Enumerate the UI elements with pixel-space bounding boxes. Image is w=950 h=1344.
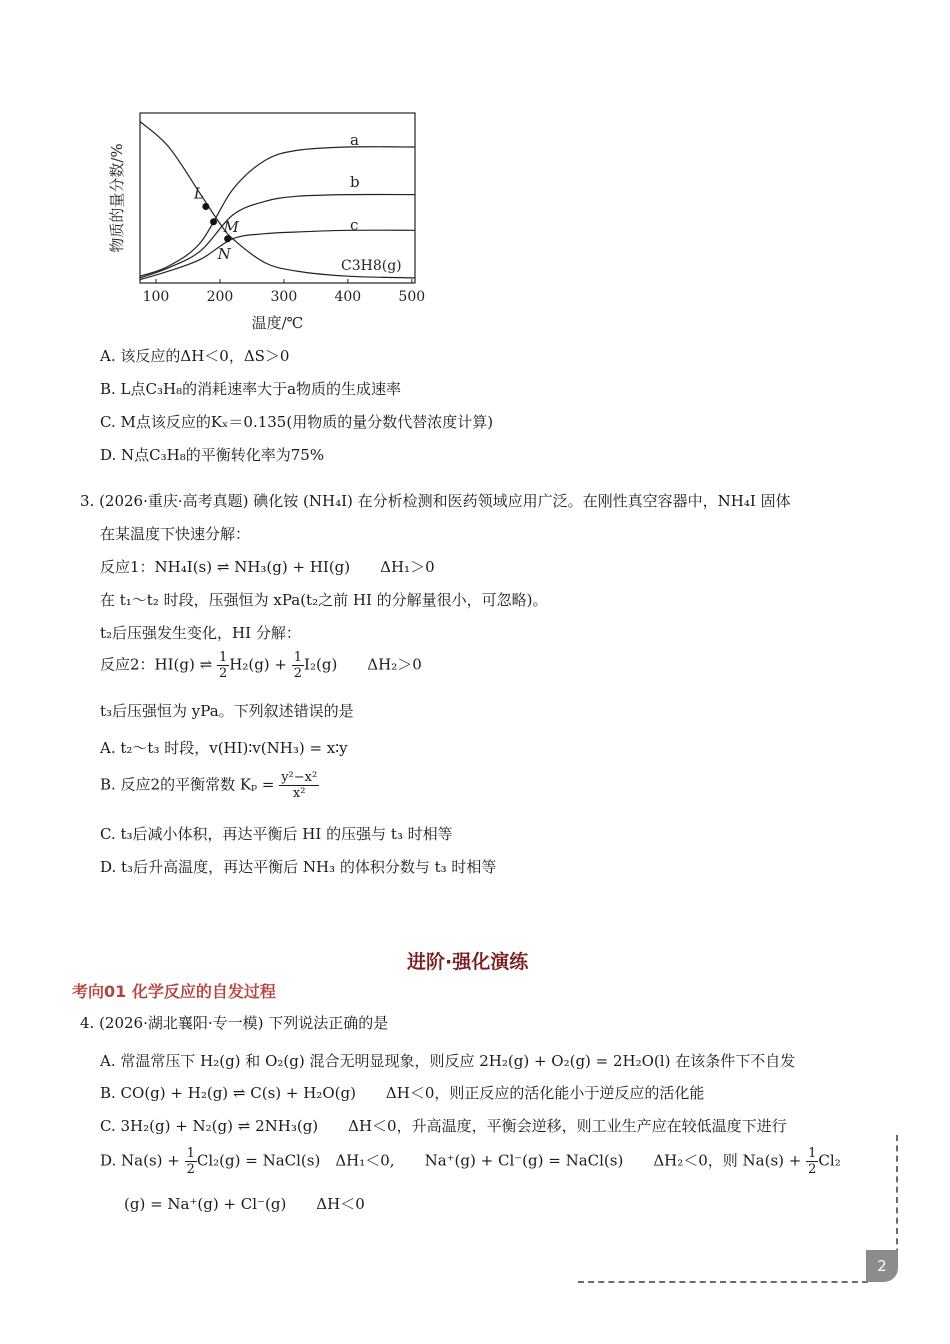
fraction-half-1: $\frac{1}{2}$ <box>218 650 228 681</box>
fraction-kp: $\frac{\text{y²−x²}}{\text{x²}}$ <box>281 770 318 801</box>
point-M <box>210 218 217 225</box>
q2-option-c: C. M点该反应的Kₓ＝0.135(用物质的量分数代替浓度计算) <box>100 413 494 431</box>
x-tick-label: 300 <box>270 289 298 305</box>
point-label-L: L <box>193 184 204 203</box>
fraction-half-4: $\frac{1}{2}$ <box>808 1146 817 1177</box>
subsection-title: 考向01 化学反应的自发过程 <box>72 982 276 1001</box>
y-axis-label: 物质的量分数/% <box>108 143 126 253</box>
q3-option-b: B. 反应2的平衡常数 Kₚ = $\frac{\text{y²−x²}}{\text{x²}}$ <box>100 770 318 801</box>
page-border-vertical <box>896 1135 898 1265</box>
series-line-4 <box>140 122 415 278</box>
fraction-half-2: $\frac{1}{2}$ <box>293 650 303 681</box>
curve-label-c3h8: C3H8(g) <box>341 258 402 274</box>
q4-option-b: B. CO(g) + H₂(g) ⇌ C(s) + H₂O(g) ΔH＜0，则正反应的活化能小于逆反应的活化能 <box>100 1084 705 1102</box>
series-line-1 <box>140 147 415 276</box>
q3-line4: t₂后压强发生变化，HI 分解： <box>100 624 301 642</box>
mole-fraction-chart <box>95 105 435 340</box>
x-tick-label: 200 <box>206 289 234 305</box>
q3-option-c: C. t₃后减小体积，再达平衡后 HI 的压强与 t₃ 时相等 <box>100 825 453 843</box>
q4-option-c: C. 3H₂(g) + N₂(g) ⇌ 2NH₃(g) ΔH＜0，升高温度，平衡会逆移，则工业生产应在较低温度下进行 <box>100 1117 787 1135</box>
q3-reaction1: 反应1：NH₄I(s) ⇌ NH₃(g) + HI(g) ΔH₁＞0 <box>100 558 435 576</box>
q3-option-d: D. t₃后升高温度，再达平衡后 NH₃ 的体积分数与 t₃ 时相等 <box>100 858 497 876</box>
curve-label-b: b <box>350 173 360 191</box>
section-title: 进阶·强化演练 <box>407 951 529 973</box>
q3-reaction2: 反应2：HI(g) ⇌ $\frac{1}{2}$ H₂(g) + $\frac{1}{2}$ I₂(g) ΔH₂＞0 <box>100 650 422 681</box>
q3-stem-line1: 3. (2026·重庆·高考真题) 碘化铵 (NH₄I) 在分析检测和医药领域应用广泛。在刚性真空容器中，NH₄I 固体 <box>80 492 791 510</box>
point-label-M: M <box>223 217 239 236</box>
page-border-horizontal <box>578 1281 868 1283</box>
q2-option-a: A. 该反应的ΔH＜0，ΔS＞0 <box>100 347 290 365</box>
q3-option-a: A. t₂～t₃ 时段，v(HI)∶v(NH₃) = x∶y <box>100 739 348 757</box>
page-number: 2 <box>866 1250 898 1282</box>
q3-line3: 在 t₁～t₂ 时段，压强恒为 xPa(t₂之前 HI 的分解量很小，可忽略)。 <box>100 591 548 609</box>
x-tick-label: 400 <box>334 289 362 305</box>
q3-stem-line2: 在某温度下快速分解： <box>100 525 251 543</box>
q2-option-d: D. N点C₃H₈的平衡转化率为75% <box>100 446 325 464</box>
q4-option-d-line2: (g) = Na⁺(g) + Cl⁻(g) ΔH＜0 <box>124 1195 365 1213</box>
curve-label-c: c <box>350 216 359 234</box>
curve-label-a: a <box>350 131 359 149</box>
x-tick-label: 100 <box>142 289 170 305</box>
q2-option-b: B. L点C₃H₈的消耗速率大于a物质的生成速率 <box>100 380 402 398</box>
fraction-half-3: $\frac{1}{2}$ <box>186 1146 195 1177</box>
q4-option-a: A. 常温常压下 H₂(g) 和 O₂(g) 混合无明显现象，则反应 2H₂(g) + O₂(g) = 2H₂O(l) 在该条件下不自发 <box>100 1052 796 1070</box>
x-tick-label: 500 <box>398 289 426 305</box>
q4-stem: 4. (2026·湖北襄阳·专一模) 下列说法正确的是 <box>80 1014 389 1032</box>
x-axis-label: 温度/℃ <box>251 314 304 332</box>
q3-line5: t₃后压强恒为 yPa。下列叙述错误的是 <box>100 702 354 720</box>
point-label-N: N <box>217 244 231 263</box>
q4-option-d: D. Na(s) + $\frac{1}{2}$ Cl₂(g) = NaCl(s) ΔH₁＜0, Na⁺(g) + Cl⁻(g) = NaCl(s) ΔH₂＜0，则 Na(s) + $\frac{1}{2}$ Cl₂ <box>100 1146 841 1177</box>
point-L <box>202 203 209 210</box>
point-N <box>224 235 231 242</box>
